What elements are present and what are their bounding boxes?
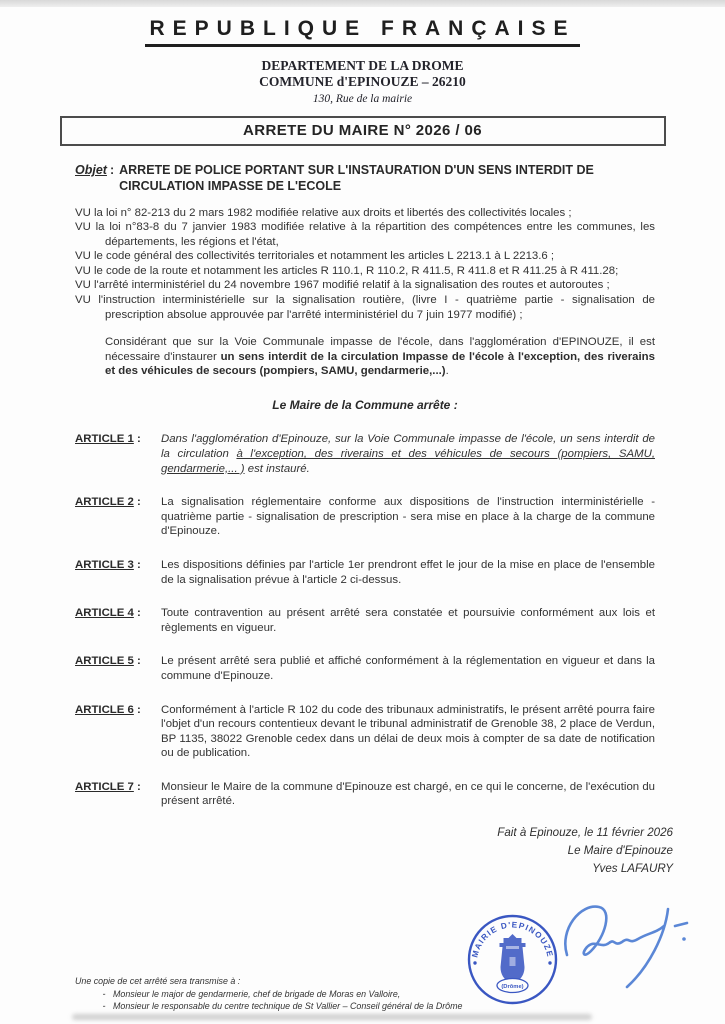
article-1-underlined-segment: à l'exception, des riverains et des véhicules de secours (pompiers, SAMU, gendarmerie,... ) (161, 447, 655, 475)
article-5-label: ARTICLE 5 : (75, 655, 141, 668)
article-1-row (75, 432, 655, 476)
considerant-post: . (445, 365, 449, 378)
objet-label: Objet (75, 163, 107, 177)
article-4-text: Toute contravention au présent arrêté sera constatée et poursuivie conformément aux lois et règlements en vigueur. (161, 607, 655, 634)
article-4-row (75, 606, 655, 635)
address-line: 130, Rue de la mairie (312, 93, 413, 105)
article-6-row (75, 703, 655, 761)
vu-item: VU la loi n° 82-213 du 2 mars 1982 modifiée relative aux droits et libertés des collectivités locales ; (75, 206, 572, 219)
closing-block (75, 824, 673, 878)
article-7-text: Monsieur le Maire de la commune d'Epinouze est chargé, en ce qui le concerne, de l'exécution du présent arrêté. (161, 780, 655, 808)
articles-section (75, 432, 655, 809)
footer-recipient (75, 988, 595, 1001)
distribution-footer (75, 975, 595, 1013)
footer-recipient-text: Monsieur le major de gendarmerie, chef de brigade de Moras en Valloire, (113, 988, 401, 999)
vu-list (75, 206, 655, 323)
article-6-label: ARTICLE 6 : (75, 703, 141, 716)
objet-colon: : (109, 163, 115, 177)
vu-item: VU le code général des collectivités territoriales et notamment les articles L 2213.1 à L 2213.6 ; (75, 250, 555, 263)
article-3-row (75, 558, 655, 587)
footer-recipient (75, 1000, 595, 1013)
closing-signatory-title: Le Maire d'Epinouze (567, 844, 673, 858)
vu-item: VU l'instruction interministérielle sur la signalisation routière, (livre I - quatrième partie - signalisation de prescription absolue approuvée par l'arrêté interministériel du 7 juin 1977 modifié) ; (75, 294, 655, 321)
article-7-row (75, 780, 655, 809)
footer-intro: Une copie de cet arrêté sera transmise à : (75, 976, 241, 986)
article-7-label: ARTICLE 7 : (75, 780, 141, 793)
commune-line: COMMUNE d'EPINOUZE – 26210 (259, 74, 466, 89)
document-header (0, 0, 725, 146)
article-1-text (161, 432, 655, 476)
article-6-text: Conformément à l'article R 102 du code des tribunaux administratifs, le présent arrêté pourra faire l'objet d'un recours contentieux devant le tribunal administratif de Grenoble 38, 2 place de Verdun, BP 1135, 38022 Grenoble cedex dans un délai de deux mois à compter de sa date de notification ou de publication. (161, 703, 655, 760)
department-line: DEPARTEMENT DE LA DROME (261, 58, 464, 73)
article-3-text: Les dispositions définies par l'article 1er prendront effet le jour de la mise en place de l'ensemble de la signalisation prévue à l'article 2 ci-dessus. (161, 558, 655, 586)
footer-recipient-text: Monsieur le responsable du centre technique de St Vallier – Conseil général de la Drôme (113, 1001, 463, 1011)
article-5-text: Le présent arrêté sera publié et affiché conformément à la réglementation en vigueur et dans la commune d'Epinouze. (161, 655, 655, 682)
dash-bullet: - (102, 1001, 106, 1011)
article-4-label: ARTICLE 4 : (75, 607, 141, 620)
article-2-row (75, 495, 655, 539)
scan-artifact-top (0, 0, 725, 7)
article-1-post: est instauré. (244, 462, 310, 475)
vu-item: VU la loi n°83-8 du 7 janvier 1983 modifiée relative à la répartition des compétences entre les communes, les départements, les régions et l'état, (75, 221, 655, 248)
objet-text: ARRETE DE POLICE PORTANT SUR L'INSTAURATION D'UN SENS INTERDIT DE CIRCULATION IMPASSE DE L'ECOLE (119, 163, 594, 194)
republic-title: REPUBLIQUE FRANÇAISE (145, 17, 579, 47)
administration-block (0, 58, 725, 105)
document-body (75, 162, 673, 878)
considerant-paragraph (105, 335, 655, 379)
vu-item: VU le code de la route et notamment les articles R 110.1, R 110.2, R 411.5, R 411.8 et R 411.25 à R 411.28; (75, 264, 619, 277)
closing-signatory-name: Yves LAFAURY (592, 862, 673, 876)
stamp-top-text: MAIRIE D'EPINOUZE (470, 920, 555, 959)
stamp-bottom-text: (Drôme) (501, 984, 524, 990)
article-5-row (75, 654, 655, 683)
article-2-text: La signalisation réglementaire conforme aux dispositions de l'instruction interministérielle - quatrième partie - signalisation de prescription - sera mise en place à la charge de la commune d'Epinouze. (161, 496, 655, 538)
dash-bullet: - (102, 988, 106, 999)
article-3-label: ARTICLE 3 : (75, 558, 141, 571)
decree-title-box: ARRETE DU MAIRE N° 2026 / 06 (60, 116, 666, 146)
decision-line: Le Maire de la Commune arrête : (272, 398, 458, 413)
considerant-pre: Considérant que sur la Voie Communale impasse de l'école, dans l'agglomération d'EPINOUZE, il est nécessaire d'instaurer (105, 336, 655, 363)
considerant-bold: un sens interdit de la circulation Impasse de l'école à l'exception, des riverains et des véhicules de secours (pompiers, SAMU, gendarmerie,...) (105, 350, 655, 378)
scan-artifact-bottom (72, 1014, 592, 1020)
article-2-label: ARTICLE 2 : (75, 496, 141, 509)
objet-row (75, 162, 655, 195)
closing-place-date: Fait à Epinouze, le 11 février 2026 (497, 826, 673, 840)
article-1-pre: Dans l'agglomération d'Epinouze, sur la Voie Communale impasse de l'école, un sens interdit de la circulation (161, 433, 655, 460)
article-1-label: ARTICLE 1 : (75, 433, 141, 446)
vu-item: VU l'arrêté interministériel du 24 novembre 1967 modifié relatif à la signalisation des routes et autoroutes ; (75, 279, 610, 292)
